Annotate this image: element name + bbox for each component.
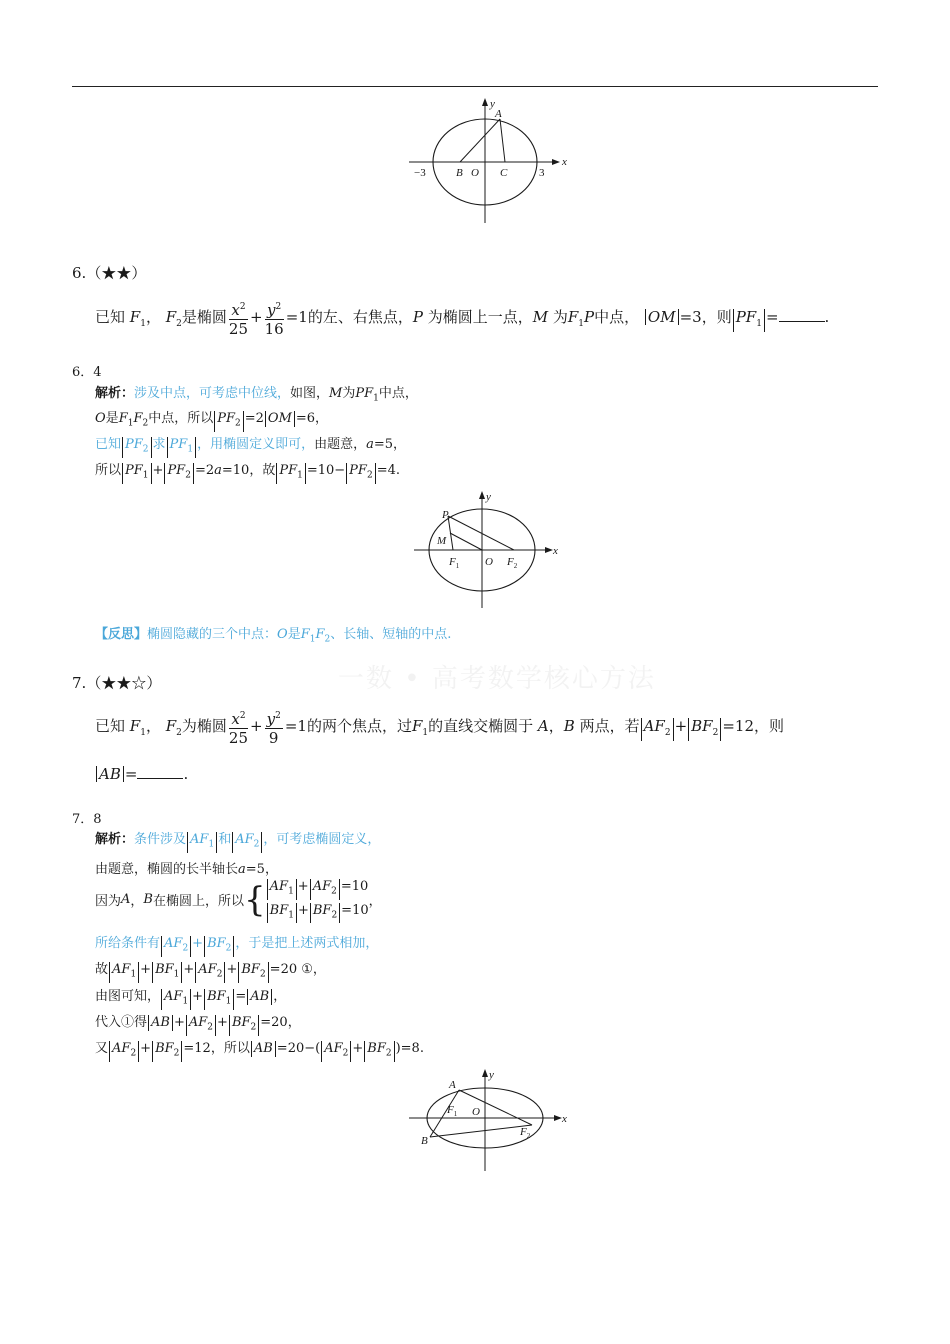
q7-question-line2: AB = . [95, 764, 188, 784]
segment-pf2 [448, 516, 514, 550]
s6-line3: 已知 $PF_2$ 求 $PF_1$ ，用椭圆定义即可，由题意，a=5， [95, 433, 406, 458]
s7-line3: 因为A，B在椭圆上，所以{ $AF_1 + AF_2 =10$ $BF_1 + BF_2 =10$ ， [95, 876, 382, 923]
x-axis-arrow [545, 547, 553, 553]
label-y: y [489, 1069, 494, 1081]
figure-ellipse-abc [405, 95, 575, 227]
label-b: B [456, 167, 463, 179]
reflection-note: 【反思】椭圆隐藏的三个中点：O是$F_1F_2$、长轴、短轴的中点. [95, 627, 452, 645]
s6-line1: 解析：涉及中点，可考虑中位线，如图，M为$PF_1$中点， [95, 386, 418, 404]
x-axis-arrow [554, 1115, 562, 1121]
segment-ac [500, 119, 505, 162]
watermark: 一数 • 高考数学核心方法 [338, 664, 656, 694]
y-axis-arrow [479, 491, 485, 499]
figure-ellipse-pmf [410, 488, 570, 612]
segment-mo [450, 533, 482, 550]
s6-answer: 6．4 [72, 365, 102, 380]
x-axis-arrow [552, 159, 560, 165]
top-rule [72, 86, 878, 87]
equation-system: $AF_1 + AF_2 =10$ $BF_1 + BF_2 =10$ [266, 876, 369, 923]
segment-ba [460, 119, 500, 162]
label-p: P [442, 509, 449, 521]
answer-blank [779, 307, 825, 322]
s6-line4: 所以 $PF_1 + PF_2 =2a=10$，故 $PF_1 =10- PF_2 =4$. [95, 459, 400, 484]
s7-line5: 故 $AF_1 + BF_1 + AF_2 + BF_2 =20$ ①， [95, 958, 326, 983]
label-o: O [485, 556, 493, 568]
y-axis-arrow [482, 1069, 488, 1077]
s7-line8: 又 $AF_2 + BF_2 =12$，所以 AB =20−( $AF_2 + BF_2$ )=8. [95, 1037, 424, 1062]
s6-line2: O是$F_1F_2$中点，所以 $PF_2 =2$ OM =6， [95, 407, 328, 432]
frac-y2-9: $\frac{y^2}{9}$ [265, 707, 283, 747]
label-b: B [421, 1135, 428, 1147]
s7-answer: 7．8 [72, 812, 102, 827]
s7-line7: 代入①得 AB + $AF_2 + BF_2 =20$， [95, 1011, 301, 1036]
segment-af2 [459, 1090, 532, 1125]
figure-ellipse-ab-chord [405, 1065, 575, 1175]
label-neg3: −3 [414, 167, 426, 179]
label-pos3: 3 [539, 167, 545, 179]
s7-line6: 由图可知， $AF_1 + BF_1$ = AB ， [95, 985, 286, 1010]
q6-question: 已知 $F_1$， $F_2$是椭圆 $\frac{x^2}{25}$ + $\frac{y^2}{16}$ =1的左、右焦点，P 为椭圆上一点，M 为$F_1P$中点， OM =3，则 $PF_1$ = . [95, 298, 829, 338]
s7-line2: 由题意，椭圆的长半轴长a=5， [95, 862, 278, 877]
label-y: y [486, 491, 491, 503]
system-brace: { [244, 879, 266, 920]
frac-x2-25: $\frac{x^2}{25}$ [229, 298, 248, 338]
frac-y2-16: $\frac{y^2}{16}$ [265, 298, 284, 338]
label-o: O [471, 167, 479, 179]
q7-number: 7.（★★☆） [72, 674, 162, 692]
frac-x2-25: $\frac{x^2}{25}$ [229, 707, 248, 747]
s7-line1: 解析：条件涉及 $AF_1$ 和 $AF_2$ ，可考虑椭圆定义， [95, 828, 380, 853]
label-x: x [562, 1113, 567, 1125]
label-y: y [490, 98, 495, 110]
y-axis-arrow [482, 98, 488, 106]
label-f1: $F_1$ [447, 1104, 458, 1118]
segment-bf2 [430, 1125, 532, 1137]
s7-line4: 所给条件有 $AF_2 + BF_2$ ，于是把上述两式相加， [95, 932, 378, 957]
label-f2: $F_2$ [507, 556, 518, 570]
label-o: O [472, 1106, 480, 1118]
label-a: A [449, 1079, 456, 1091]
q6-number: 6.（★★） [72, 264, 147, 282]
label-c: C [500, 167, 508, 179]
answer-blank [137, 764, 183, 779]
q7-stars: （★★☆） [86, 674, 162, 692]
label-x: x [553, 545, 558, 557]
label-f1: $F_1$ [449, 556, 460, 570]
label-x: x [562, 156, 567, 168]
label-a: A [495, 108, 502, 120]
label-f2: $F_2$ [520, 1126, 531, 1140]
label-m: M [437, 535, 447, 547]
q6-stars: （★★） [86, 264, 147, 282]
q7-question: 已知 $F_1$， $F_2$为椭圆 $\frac{x^2}{25}$ + $\frac{y^2}{9}$ =1的两个焦点，过$F_1$的直线交椭圆于 A，B 两点，若 $AF_2 + BF_2 =12$，则 [95, 707, 784, 747]
